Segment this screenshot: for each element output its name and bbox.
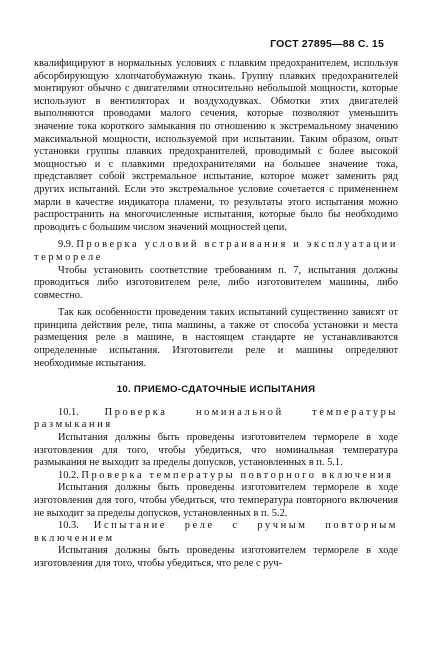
section-10-heading: 10. ПРИЕМО-СДАТОЧНЫЕ ИСПЫТАНИЯ: [116, 384, 316, 396]
section-title: Испытание реле с ручным повторным включением: [34, 520, 398, 544]
section-10-2-text: Испытания должны быть проведены изготовителем термореле в ходе изготовления для того, чтобы убедиться, что температура повторного включения не выходит за пределы допусков, установленных в п. 5.2.: [34, 482, 398, 519]
section-10-3-heading: [34, 520, 398, 545]
section-number: 10.3.: [58, 520, 79, 532]
paragraph-continuation: квалифицируют в нормальных условиях с плавким предохранителем, используя абсорбирующую хлопчатобумажную ткань. Группу плавких предохранителей монтируют обычно с двигателями относительно небольшой мощности, которые используют в вентиляторах и воздуходувках. Обмотки этих двигателей выполняются проводами малого сечения, которые позволяют уменьшить значение тока короткого замыкания по отношению к экстремальному значению максимальной мощности, используемой при испытании. Таким образом, опыт установки группы плавких предохранителей, проводимый с более высокой мощностью и с плавкими предохранителями на большее значение тока, представляет собой экстремальное испытание, которое может заменить ряд других испытаний. Если это экстремальное условие сочетается с применением марли в качестве индикатора пламени, то результаты этого испытания можно распространить на многочисленные испытания, которые было бы необходимо проводить с большим числом значений мощностей цепи.: [34, 58, 398, 233]
section-number: 9.9.: [58, 239, 74, 251]
section-number: 10.1.: [58, 406, 79, 418]
section-10-1-heading: [34, 407, 398, 432]
section-10-3-text: Испытания должны быть проведены изготовителем термореле в ходе изготовления для того, чтобы убедиться, что реле с руч-: [34, 545, 398, 569]
section-title: Проверка номинальной температуры размыкания: [34, 406, 398, 431]
section-9-9-heading: [34, 239, 398, 264]
section-title: Проверка условий встраивания и эксплуатации термореле: [34, 239, 398, 263]
section-9-9-text-2: Так как особенности проведения таких испытаний существенно зависят от принципа действия реле, типа машины, а также от способа установки и места размещения реле в машине, в настоящем стандарте не устанавливаются определенные испытания. Изготовители реле и машины определяют необходимые испытания.: [34, 307, 398, 369]
section-10-1-text: Испытания должны быть проведены изготовителем термореле в ходе изготовления для того, чтобы убедиться, что номинальная температура размыкания не выходит за пределы допусков, установленных в п. 5.1.: [34, 432, 398, 469]
section-number: 10.2.: [58, 469, 79, 481]
section-9-9-text: Чтобы установить соответствие требованиям п. 7, испытания должны проводиться либо изготовителем реле, либо изготовителем машины, либо совместно.: [34, 264, 398, 301]
document-body: [34, 58, 398, 571]
section-title: Проверка температуры повторного включения: [81, 469, 394, 481]
page-header: ГОСТ 27895—88 С. 15: [270, 38, 384, 50]
section-10-2-heading: [34, 470, 398, 483]
